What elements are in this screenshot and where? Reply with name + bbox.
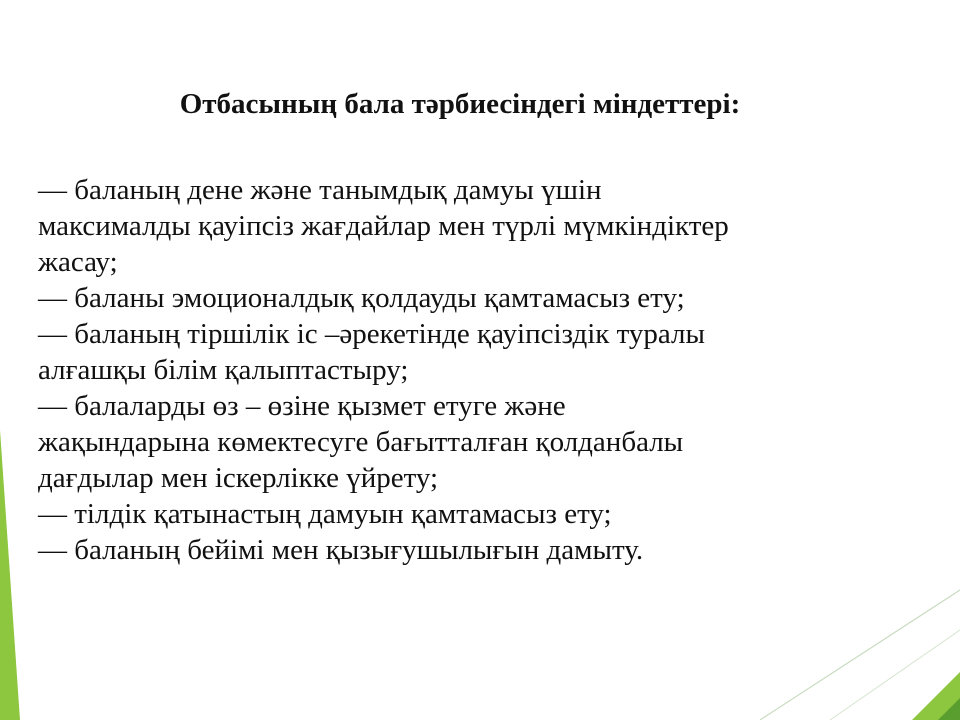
duties-list: [38, 172, 918, 568]
text-line: дағдылар мен іскерлікке үйрету;: [38, 462, 439, 494]
text-line: — баланың бейімі мен қызығушылығын дамыту.: [38, 534, 644, 566]
left-green-accent: [0, 430, 20, 720]
text-line: жасау;: [38, 246, 118, 278]
text-line: — балаларды өз – өзіне қызмет етуге және: [38, 390, 566, 422]
diagonal-line-1: [760, 590, 960, 720]
text-line: — тілдік қатынастың дамуын қамтамасыз ету;: [38, 498, 612, 530]
text-line: — баланың дене және танымдық дамуы үшін: [38, 174, 602, 206]
text-line: — баланың тіршілік іс –әрекетінде қауіпсіздік туралы: [38, 318, 705, 350]
slide-title: Отбасының бала тәрбиесіндегі міндеттері:: [179, 88, 741, 120]
text-line: алғашқы білім қалыптастыру;: [38, 354, 409, 386]
text-line: жақындарына көмектесуге бағытталған қолданбалы: [38, 426, 684, 458]
text-line: максималды қауіпсіз жағдайлар мен түрлі мүмкіндіктер: [38, 210, 729, 242]
text-line: — баланы эмоционалдық қолдауды қамтамасыз ету;: [38, 282, 685, 314]
